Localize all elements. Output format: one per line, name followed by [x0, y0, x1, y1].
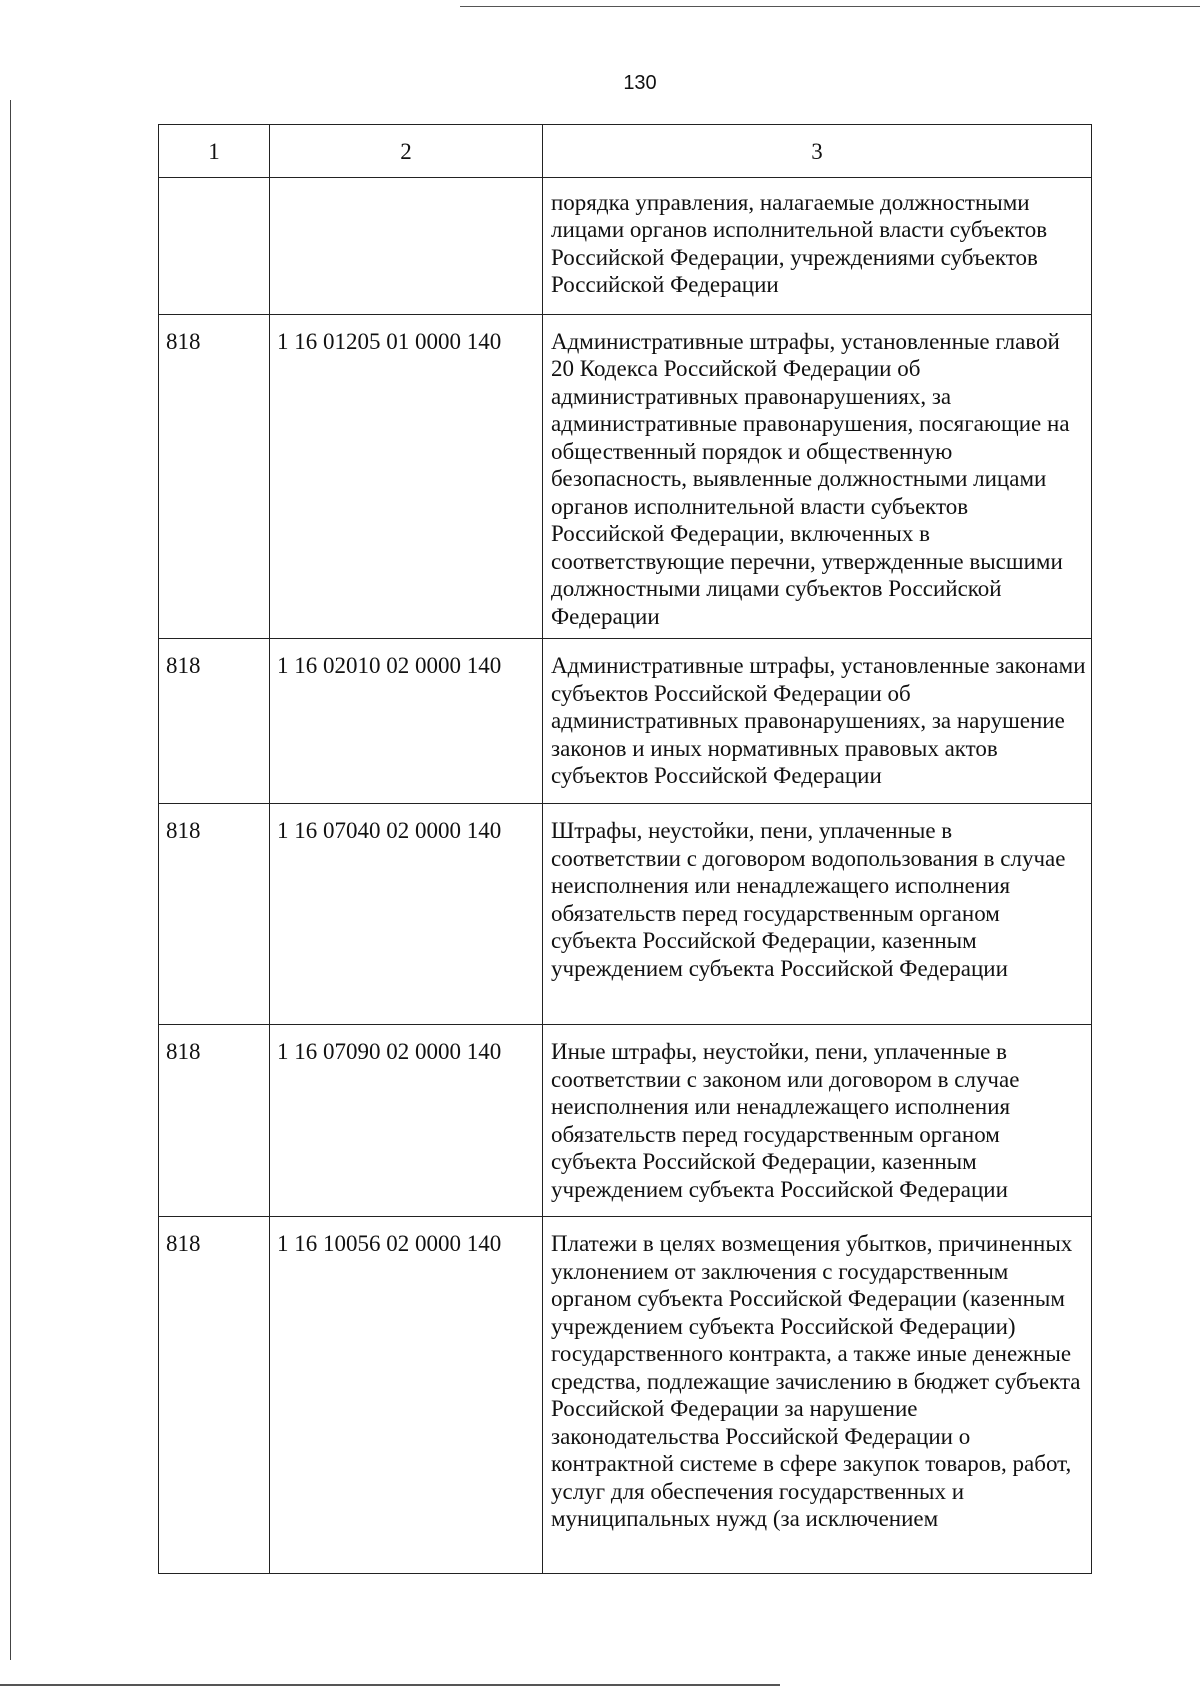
column-header-2: 2 [270, 125, 543, 178]
table-row [159, 804, 1092, 1025]
table-row [159, 1025, 1092, 1217]
kbk-code-cell [270, 177, 543, 314]
table-row [159, 314, 1092, 639]
admin-code-cell: 818 [159, 1217, 270, 1574]
admin-code-cell: 818 [159, 314, 270, 639]
admin-code-cell: 818 [159, 804, 270, 1025]
table-row [159, 177, 1092, 314]
admin-code-cell: 818 [159, 1025, 270, 1217]
kbk-code-cell: 1 16 07040 02 0000 140 [270, 804, 543, 1025]
admin-code-cell: 818 [159, 639, 270, 804]
column-header-3: 3 [543, 125, 1092, 178]
admin-code-cell [159, 177, 270, 314]
scan-edge-left [10, 100, 11, 1660]
scan-edge-bottom [0, 1684, 780, 1686]
description-cell: Административные штрафы, установленные законами субъектов Российской Федерации об административных правонарушениях, за нарушение законов и иных нормативных правовых актов субъектов Российской Федерации [543, 639, 1092, 804]
kbk-code-cell: 1 16 10056 02 0000 140 [270, 1217, 543, 1574]
description-cell: Иные штрафы, неустойки, пени, уплаченные в соответствии с законом или договором в случае неисполнения или ненадлежащего исполнения обязательств перед государственным органом субъекта Российской Федерации, казенным учреждением субъекта Российской Федерации [543, 1025, 1092, 1217]
table-row [159, 639, 1092, 804]
description-cell: Штрафы, неустойки, пени, уплаченные в соответствии с договором водопользования в случае неисполнения или ненадлежащего исполнения обязательств перед государственным органом субъекта Российской Федерации, казенным учреждением субъекта Российской Федерации [543, 804, 1092, 1025]
page-number: 130 [623, 72, 657, 94]
scan-edge-top [460, 6, 1200, 7]
table-row [159, 1217, 1092, 1574]
kbk-code-cell: 1 16 07090 02 0000 140 [270, 1025, 543, 1217]
column-header-1: 1 [159, 125, 270, 178]
table-header-row [159, 125, 1092, 178]
description-cell: Административные штрафы, установленные главой 20 Кодекса Российской Федерации об административных правонарушениях, за административные правонарушения, посягающие на общественный порядок и общественную безопасность, выявленные должностными лицами органов исполнительной власти субъектов Российской Федерации, включенных в соответствующие перечни, утвержденные высшими должностными лицами субъектов Российской Федерации [543, 314, 1092, 639]
kbk-code-cell: 1 16 02010 02 0000 140 [270, 639, 543, 804]
revenue-classification-table [158, 124, 1092, 1574]
kbk-code-cell: 1 16 01205 01 0000 140 [270, 314, 543, 639]
description-cell: порядка управления, налагаемые должностными лицами органов исполнительной власти субъектов Российской Федерации, учреждениями субъектов Российской Федерации [543, 177, 1092, 314]
description-cell: Платежи в целях возмещения убытков, причиненных уклонением от заключения с государственным органом субъекта Российской Федерации (казенным учреждением субъекта Российской Федерации) государственного контракта, а также иные денежные средства, подлежащие зачислению в бюджет субъекта Российской Федерации за нарушение законодательства Российской Федерации о контрактной системе в сфере закупок товаров, работ, услуг для обеспечения государственных и муниципальных нужд (за исключением [543, 1217, 1092, 1574]
